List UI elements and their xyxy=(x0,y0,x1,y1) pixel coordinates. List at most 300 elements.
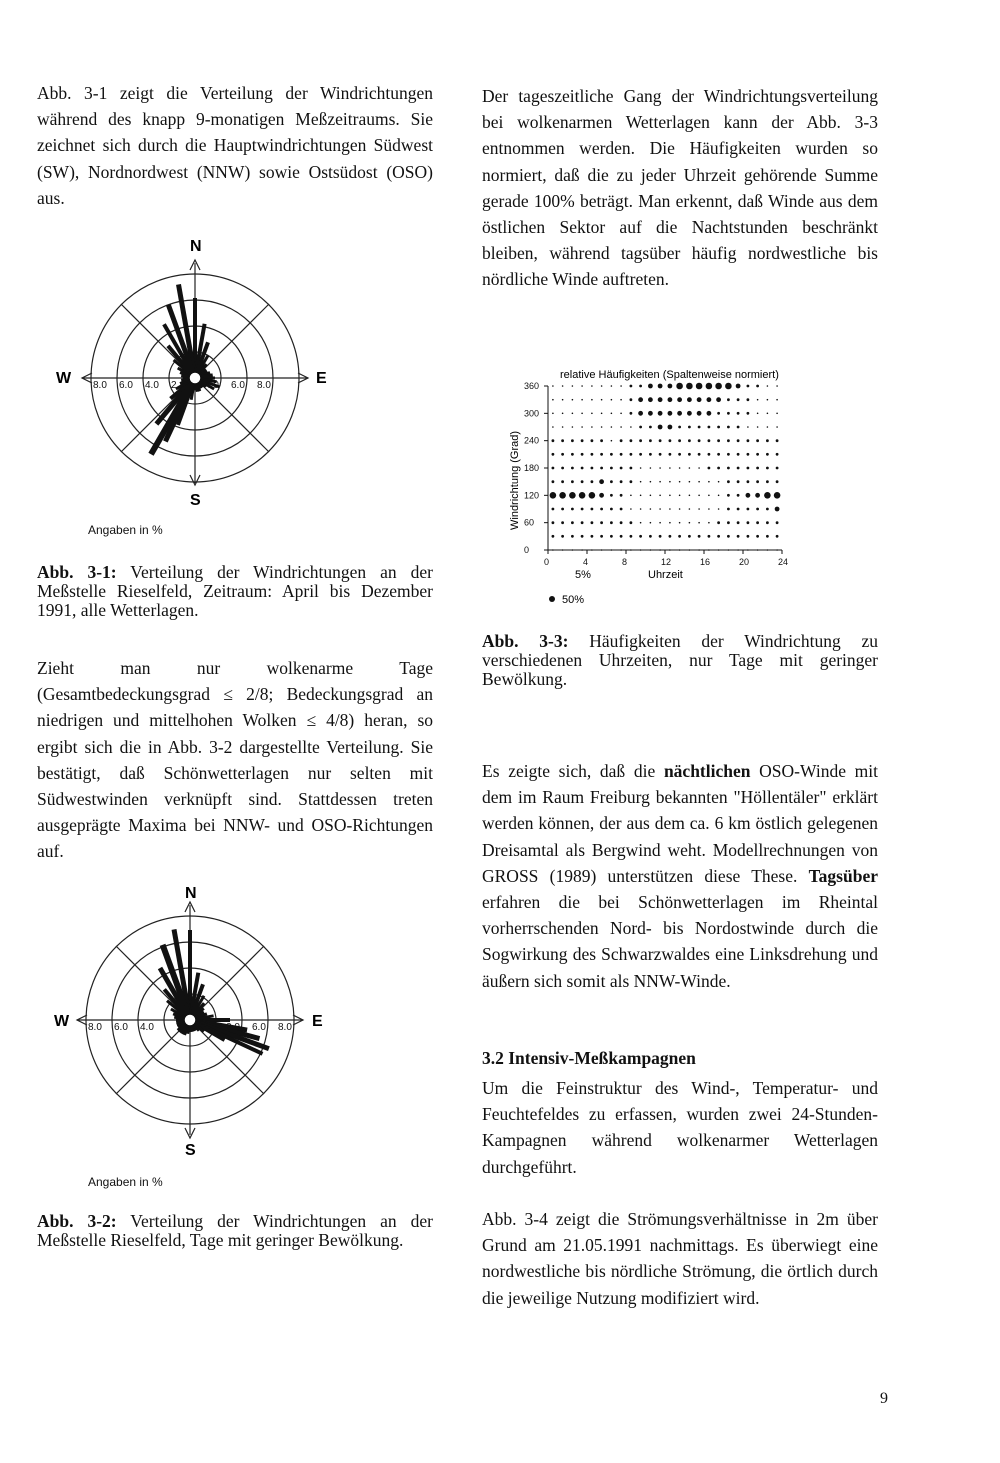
frequency-dot xyxy=(552,508,555,511)
frequency-dot xyxy=(591,535,594,538)
frequency-dot xyxy=(659,508,661,510)
frequency-dot xyxy=(581,426,583,428)
frequency-dot xyxy=(679,549,681,551)
frequency-dot xyxy=(708,481,710,483)
frequency-dot xyxy=(679,467,681,469)
frequency-dot xyxy=(669,481,671,483)
frequency-dot xyxy=(737,521,740,524)
frequency-dot xyxy=(600,535,603,538)
frequency-dot xyxy=(611,440,613,442)
frequency-dot xyxy=(630,480,633,483)
frequency-dot xyxy=(630,535,633,538)
figure-1-caption-text: Verteilung der Windrichtungen an der Meßstelle Rieselfeld, Zeitraum: April bis Dezember 1991, alle Wetterlagen. xyxy=(37,562,433,620)
ring-label: 4.0 xyxy=(145,380,159,391)
frequency-dot xyxy=(581,521,584,524)
frequency-chart-svg xyxy=(490,360,830,610)
frequency-dot xyxy=(764,492,771,499)
frequency-dot xyxy=(552,467,555,470)
frequency-dot xyxy=(678,426,681,429)
frequency-dot xyxy=(571,453,574,456)
y-tick-label: 180 xyxy=(524,463,540,473)
frequency-dot xyxy=(658,411,663,416)
frequency-dot xyxy=(591,413,593,415)
frequency-dot xyxy=(600,453,603,456)
frequency-dot xyxy=(648,397,653,402)
frequency-dot xyxy=(766,453,769,456)
frequency-dot xyxy=(561,439,564,442)
frequency-dot xyxy=(581,480,584,483)
frequency-dot xyxy=(552,385,554,387)
frequency-dot xyxy=(727,480,730,483)
frequency-dot xyxy=(610,508,613,511)
frequency-dot xyxy=(630,385,633,388)
frequency-dot xyxy=(708,426,711,429)
frequency-dot xyxy=(562,426,564,428)
frequency-dot xyxy=(718,481,720,483)
frequency-dot xyxy=(630,439,633,442)
frequency-dot xyxy=(659,467,661,469)
frequency-dot xyxy=(727,398,730,401)
frequency-dot xyxy=(562,399,564,401)
frequency-dot xyxy=(659,481,661,483)
frequency-dot xyxy=(766,521,769,524)
frequency-dot xyxy=(708,535,711,538)
frequency-dot xyxy=(766,467,769,470)
frequency-dot xyxy=(552,426,554,428)
frequency-dot xyxy=(737,467,740,470)
frequency-dot xyxy=(737,549,739,551)
frequency-dot xyxy=(640,495,642,497)
frequency-dot xyxy=(678,453,681,456)
ring-label: 8.0 xyxy=(88,1022,102,1033)
frequency-dot xyxy=(696,383,703,390)
frequency-dot xyxy=(572,385,574,387)
frequency-dot xyxy=(630,453,633,456)
frequency-dot xyxy=(572,413,574,415)
y-tick-label: 300 xyxy=(524,408,540,419)
frequency-dot xyxy=(600,467,603,470)
frequency-dot xyxy=(611,413,613,415)
frequency-dot xyxy=(737,412,740,415)
frequency-dot xyxy=(639,385,642,388)
frequency-dot xyxy=(659,549,661,551)
frequency-dot xyxy=(591,385,593,387)
frequency-dot xyxy=(620,426,622,428)
frequency-dot xyxy=(552,399,554,401)
frequency-dot xyxy=(707,397,712,402)
frequency-dot xyxy=(640,508,642,510)
frequency-dot xyxy=(639,535,642,538)
frequency-dot xyxy=(706,383,713,390)
frequency-dot xyxy=(776,521,779,524)
frequency-dot xyxy=(561,535,564,538)
frequency-dot xyxy=(689,549,691,551)
ring-label: 2.0 xyxy=(226,1022,240,1033)
frequency-dot xyxy=(571,508,574,511)
frequency-dot xyxy=(757,426,759,428)
frequency-dot xyxy=(591,426,593,428)
frequency-dot xyxy=(776,535,779,538)
frequency-dot xyxy=(552,413,554,415)
frequency-dot xyxy=(698,439,701,442)
frequency-dot xyxy=(552,521,555,524)
frequency-dot xyxy=(747,467,750,470)
frequency-dot xyxy=(610,494,613,497)
rose-2-south-label: S xyxy=(185,1142,196,1159)
frequency-dot xyxy=(571,521,574,524)
frequency-dot xyxy=(766,439,769,442)
right-para-2-emph-2: Tagsüber xyxy=(808,865,878,886)
frequency-dot xyxy=(620,439,623,442)
ring-label: 2. xyxy=(171,380,180,391)
frequency-dot xyxy=(756,508,759,511)
frequency-dot xyxy=(581,549,583,551)
frequency-dot xyxy=(668,411,673,416)
section-heading-3-2: 3.2 Intensiv-Meßkampagnen xyxy=(482,1048,696,1068)
frequency-dot xyxy=(766,480,769,483)
chart-legend-large-dot xyxy=(549,596,555,602)
frequency-dot xyxy=(698,453,701,456)
frequency-dot xyxy=(610,453,613,456)
frequency-dot xyxy=(591,453,594,456)
frequency-dot xyxy=(776,439,779,442)
frequency-dot xyxy=(698,495,700,497)
frequency-dot xyxy=(650,549,652,551)
frequency-dot xyxy=(620,453,623,456)
right-para-2 xyxy=(482,758,878,994)
ring-label: 6.0 xyxy=(119,380,133,391)
frequency-dot xyxy=(600,439,603,442)
frequency-dot xyxy=(747,426,749,428)
frequency-dot xyxy=(747,508,750,511)
frequency-dot xyxy=(611,385,613,387)
ring-label: 8.0 xyxy=(278,1022,292,1033)
frequency-dot xyxy=(669,508,671,510)
frequency-dot xyxy=(610,467,613,470)
frequency-dot xyxy=(728,549,730,551)
frequency-dot xyxy=(708,453,711,456)
frequency-dot xyxy=(610,480,613,483)
frequency-dot xyxy=(659,522,661,524)
frequency-dot xyxy=(571,467,574,470)
frequency-dot xyxy=(717,521,720,524)
chart-legend-small-label: 5% xyxy=(575,569,591,581)
frequency-dot xyxy=(620,508,623,511)
frequency-dot xyxy=(727,412,730,415)
frequency-dot xyxy=(650,508,652,510)
frequency-dot xyxy=(601,385,603,387)
frequency-dot xyxy=(668,397,673,402)
frequency-dot xyxy=(707,411,712,416)
chart-legend-large-label: 50% xyxy=(562,594,585,606)
frequency-dot xyxy=(658,425,663,430)
ring-label: 6.0 xyxy=(231,380,245,391)
frequency-dot xyxy=(727,439,730,442)
frequency-dot xyxy=(569,492,576,499)
frequency-dot xyxy=(727,426,730,429)
frequency-dot xyxy=(775,507,780,512)
frequency-dot xyxy=(572,549,574,551)
frequency-dot xyxy=(589,492,596,499)
chart-y-axis-label: Windrichtung (Grad) xyxy=(509,430,521,530)
frequency-dot xyxy=(698,481,700,483)
frequency-dot xyxy=(639,439,642,442)
frequency-dot xyxy=(591,521,594,524)
right-para-4: Abb. 3-4 zeigt die Strömungsverhältnisse in 2m über Grund am 21.05.1991 nachmittags. Es überwiegt eine nordwestliche bis nördliche Strömung, die örtlich durch die jeweilige Nutzung modifiziert wird. xyxy=(482,1209,878,1308)
frequency-dot xyxy=(698,426,701,429)
frequency-dot xyxy=(572,399,574,401)
x-tick-label: 20 xyxy=(739,557,750,567)
frequency-dot xyxy=(679,522,681,524)
frequency-dot xyxy=(571,439,574,442)
frequency-dot xyxy=(776,549,778,551)
y-tick-label: 0 xyxy=(524,545,530,555)
frequency-dot xyxy=(649,535,652,538)
frequency-dot xyxy=(601,413,603,415)
figure-3-caption-text: Häufigkeiten der Windrichtung zu verschiedenen Uhrzeiten, nur Tage mit geringer Bewölkung. xyxy=(482,631,878,689)
frequency-dot xyxy=(601,399,603,401)
rose-1-south-label: S xyxy=(190,492,201,509)
frequency-dot xyxy=(611,549,613,551)
frequency-dot xyxy=(708,522,710,524)
frequency-dot xyxy=(659,453,662,456)
frequency-dot xyxy=(679,508,681,510)
frequency-dot xyxy=(688,439,691,442)
frequency-dot xyxy=(736,384,741,389)
frequency-dot xyxy=(620,535,623,538)
frequency-dot xyxy=(571,480,574,483)
frequency-dot xyxy=(591,439,594,442)
frequency-dot xyxy=(552,549,554,551)
frequency-dot xyxy=(757,399,759,401)
chart-dots xyxy=(550,383,781,551)
frequency-dot xyxy=(697,411,702,416)
frequency-dot xyxy=(708,439,711,442)
frequency-dot xyxy=(776,413,778,415)
right-para-3: Um die Feinstruktur des Wind-, Temperatur- und Feuchtefeldes zu erfassen, wurden zwei 24-Stunden-Kampagnen während wolkenarmer Wetterlagen durchgeführt. xyxy=(482,1078,878,1177)
frequency-dot xyxy=(688,535,691,538)
frequency-dot xyxy=(638,411,643,416)
frequency-dot xyxy=(747,480,750,483)
frequency-dot xyxy=(686,383,693,390)
frequency-dot xyxy=(689,495,691,497)
frequency-dot xyxy=(562,385,564,387)
frequency-dot xyxy=(620,549,622,551)
frequency-dot xyxy=(708,549,710,551)
frequency-dot xyxy=(747,521,750,524)
frequency-dot xyxy=(561,467,564,470)
rose-1-units: Angaben in % xyxy=(88,523,163,537)
frequency-dot xyxy=(766,535,769,538)
y-tick-label: 60 xyxy=(524,517,535,528)
right-para-1: Der tageszeitliche Gang der Windrichtungsverteilung bei wolkenarmen Wetterlagen kann der Abb. 3-3 entnommen werden. Die Häufigkeiten wurden so normiert, daß die zu jeder Uhrzeit gehörende Summe gerade 100% beträgt. Man erkennt, daß Winde aus dem östlichen Sektor auf die Nachtstunden beschränkt bleiben, während tagsüber häufig nordwestliche bis nördliche Winde auftreten. xyxy=(482,86,878,290)
frequency-dot xyxy=(756,439,759,442)
frequency-dot xyxy=(698,467,700,469)
right-para-2-part-c: OSO-Winde mit dem im Raum Freiburg bekannten "Höllentäler" erklärt werden können, der aus dem ca. 6 km östlich gelegenen Dreisamtal als Bergwind weht. Modellrechnungen von GROSS (1989) unterstützen diese These. xyxy=(482,761,878,886)
frequency-dot xyxy=(640,549,642,551)
frequency-dot xyxy=(648,384,653,389)
frequency-dot xyxy=(698,535,701,538)
frequency-dot xyxy=(591,399,593,401)
figure-3-caption-label: Abb. 3-3: xyxy=(482,631,569,651)
rose-1-west-label: W xyxy=(56,370,72,387)
frequency-dot xyxy=(599,493,604,498)
frequency-dot xyxy=(601,549,603,551)
frequency-dot xyxy=(591,467,594,470)
frequency-dot xyxy=(581,413,583,415)
frequency-dot xyxy=(678,535,681,538)
rose-2-east-label: E xyxy=(312,1013,323,1030)
frequency-dot xyxy=(737,480,740,483)
chart-title: relative Häufigkeiten (Spaltenweise normiert) xyxy=(560,369,779,381)
rose-2-units: Angaben in % xyxy=(88,1175,163,1189)
figure-2-caption-label: Abb. 3-2: xyxy=(37,1211,117,1231)
frequency-dot xyxy=(717,439,720,442)
frequency-dot xyxy=(562,549,564,551)
frequency-dot xyxy=(579,492,586,499)
rose-1-center xyxy=(189,372,201,384)
frequency-dot xyxy=(737,508,740,511)
frequency-dot xyxy=(747,412,750,415)
frequency-dot xyxy=(552,480,555,483)
right-para-2-emph-1: nächtlichen xyxy=(663,761,751,781)
wind-rose-figure-1 xyxy=(40,225,460,545)
frequency-dot xyxy=(677,411,682,416)
frequency-dot xyxy=(639,453,642,456)
figure-2-caption xyxy=(37,1212,433,1250)
frequency-dot xyxy=(630,412,633,415)
frequency-dot xyxy=(679,481,681,483)
frequency-dot xyxy=(737,398,740,401)
frequency-dot xyxy=(668,384,673,389)
rose-2-center xyxy=(184,1014,196,1026)
wind-rose-1-svg xyxy=(40,225,460,545)
frequency-dot xyxy=(776,426,778,428)
chart-x-axis-label: Uhrzeit xyxy=(648,569,683,581)
frequency-dot xyxy=(630,521,633,524)
frequency-dot xyxy=(648,411,653,416)
frequency-dot xyxy=(746,493,751,498)
frequency-dot xyxy=(610,535,613,538)
frequency-dot xyxy=(649,426,652,429)
frequency-dot xyxy=(757,413,759,415)
frequency-dot xyxy=(756,385,759,388)
x-tick-label: 0 xyxy=(544,557,550,567)
frequency-dot xyxy=(552,453,555,456)
frequency-dot xyxy=(756,521,759,524)
frequency-dot xyxy=(562,413,564,415)
frequency-dot xyxy=(650,495,652,497)
frequency-dot xyxy=(561,521,564,524)
frequency-dot xyxy=(620,413,622,415)
frequency-dot xyxy=(630,508,632,510)
frequency-dot xyxy=(611,426,613,428)
frequency-chart-figure-3 xyxy=(490,360,830,610)
frequency-dot xyxy=(630,398,633,401)
frequency-dot xyxy=(717,535,720,538)
figure-2-caption-text: Verteilung der Windrichtungen an der Meßstelle Rieselfeld, Tage mit geringer Bewölkung. xyxy=(37,1211,433,1250)
frequency-dot xyxy=(697,397,702,402)
frequency-dot xyxy=(708,467,711,470)
x-tick-label: 4 xyxy=(583,557,589,567)
rose-1-east-label: E xyxy=(316,370,327,387)
frequency-dot xyxy=(640,467,642,469)
wind-rose-figure-2 xyxy=(40,880,460,1190)
frequency-dot xyxy=(591,480,594,483)
frequency-dot xyxy=(689,481,691,483)
figure-1-caption-label: Abb. 3-1: xyxy=(37,562,117,582)
frequency-dot xyxy=(718,495,720,497)
x-tick-label: 12 xyxy=(661,557,672,567)
frequency-dot xyxy=(620,521,623,524)
frequency-dot xyxy=(688,426,691,429)
frequency-dot xyxy=(640,522,642,524)
frequency-dot xyxy=(571,535,574,538)
frequency-dot xyxy=(669,453,672,456)
frequency-dot xyxy=(698,549,700,551)
frequency-dot xyxy=(669,522,671,524)
ring-label: 8.0 xyxy=(257,380,271,391)
frequency-dot xyxy=(689,467,691,469)
frequency-dot xyxy=(552,439,555,442)
frequency-dot xyxy=(639,426,642,429)
frequency-dot xyxy=(727,535,730,538)
frequency-dot xyxy=(717,453,720,456)
frequency-dot xyxy=(659,535,662,538)
frequency-dot xyxy=(776,453,779,456)
frequency-dot xyxy=(776,385,778,387)
frequency-dot xyxy=(747,535,750,538)
frequency-dot xyxy=(756,480,759,483)
frequency-dot xyxy=(679,495,681,497)
frequency-dot xyxy=(755,493,760,498)
rose-2-west-label: W xyxy=(54,1013,70,1030)
frequency-dot xyxy=(650,481,652,483)
ring-label: 8.0 xyxy=(93,380,107,391)
frequency-dot xyxy=(687,397,692,402)
x-tick-label: 8 xyxy=(622,557,628,567)
frequency-dot xyxy=(678,439,681,442)
frequency-dot xyxy=(561,480,564,483)
frequency-dot xyxy=(559,492,566,499)
frequency-dot xyxy=(737,535,740,538)
frequency-dot xyxy=(676,383,683,390)
figure-3-caption xyxy=(482,632,878,689)
frequency-dot xyxy=(581,467,584,470)
frequency-dot xyxy=(620,467,623,470)
frequency-dot xyxy=(747,398,750,401)
frequency-dot xyxy=(718,549,720,551)
frequency-dot xyxy=(669,549,671,551)
frequency-dot xyxy=(649,439,652,442)
frequency-dot xyxy=(727,508,730,511)
frequency-dot xyxy=(581,508,584,511)
y-tick-label: 120 xyxy=(524,490,540,501)
frequency-dot xyxy=(727,467,730,470)
frequency-dot xyxy=(649,453,652,456)
frequency-dot xyxy=(550,492,557,499)
frequency-dot xyxy=(600,508,603,511)
frequency-dot xyxy=(747,549,749,551)
frequency-dot xyxy=(591,508,594,511)
rose-1-north-label: N xyxy=(190,238,202,255)
left-para-2: Zieht man nur wolkenarme Tage (Gesamtbedeckungsgrad ≤ 2/8; Bedeckungsgrad an niedrigen und mittelhohen Wolken ≤ 4/8) heran, so ergibt sich die in Abb. 3-2 dargestellte Verteilung. Sie bestätigt, daß Schönwetterlagen nur selten mit Südwestwinden verknüpft sind. Stattdessen treten ausgeprägte Maxima bei NNW- und OSO-Richtungen auf. xyxy=(37,658,433,862)
frequency-dot xyxy=(727,494,730,497)
frequency-dot xyxy=(767,385,769,387)
y-tick-label: 360 xyxy=(524,381,540,391)
frequency-dot xyxy=(638,397,643,402)
frequency-dot xyxy=(659,439,662,442)
